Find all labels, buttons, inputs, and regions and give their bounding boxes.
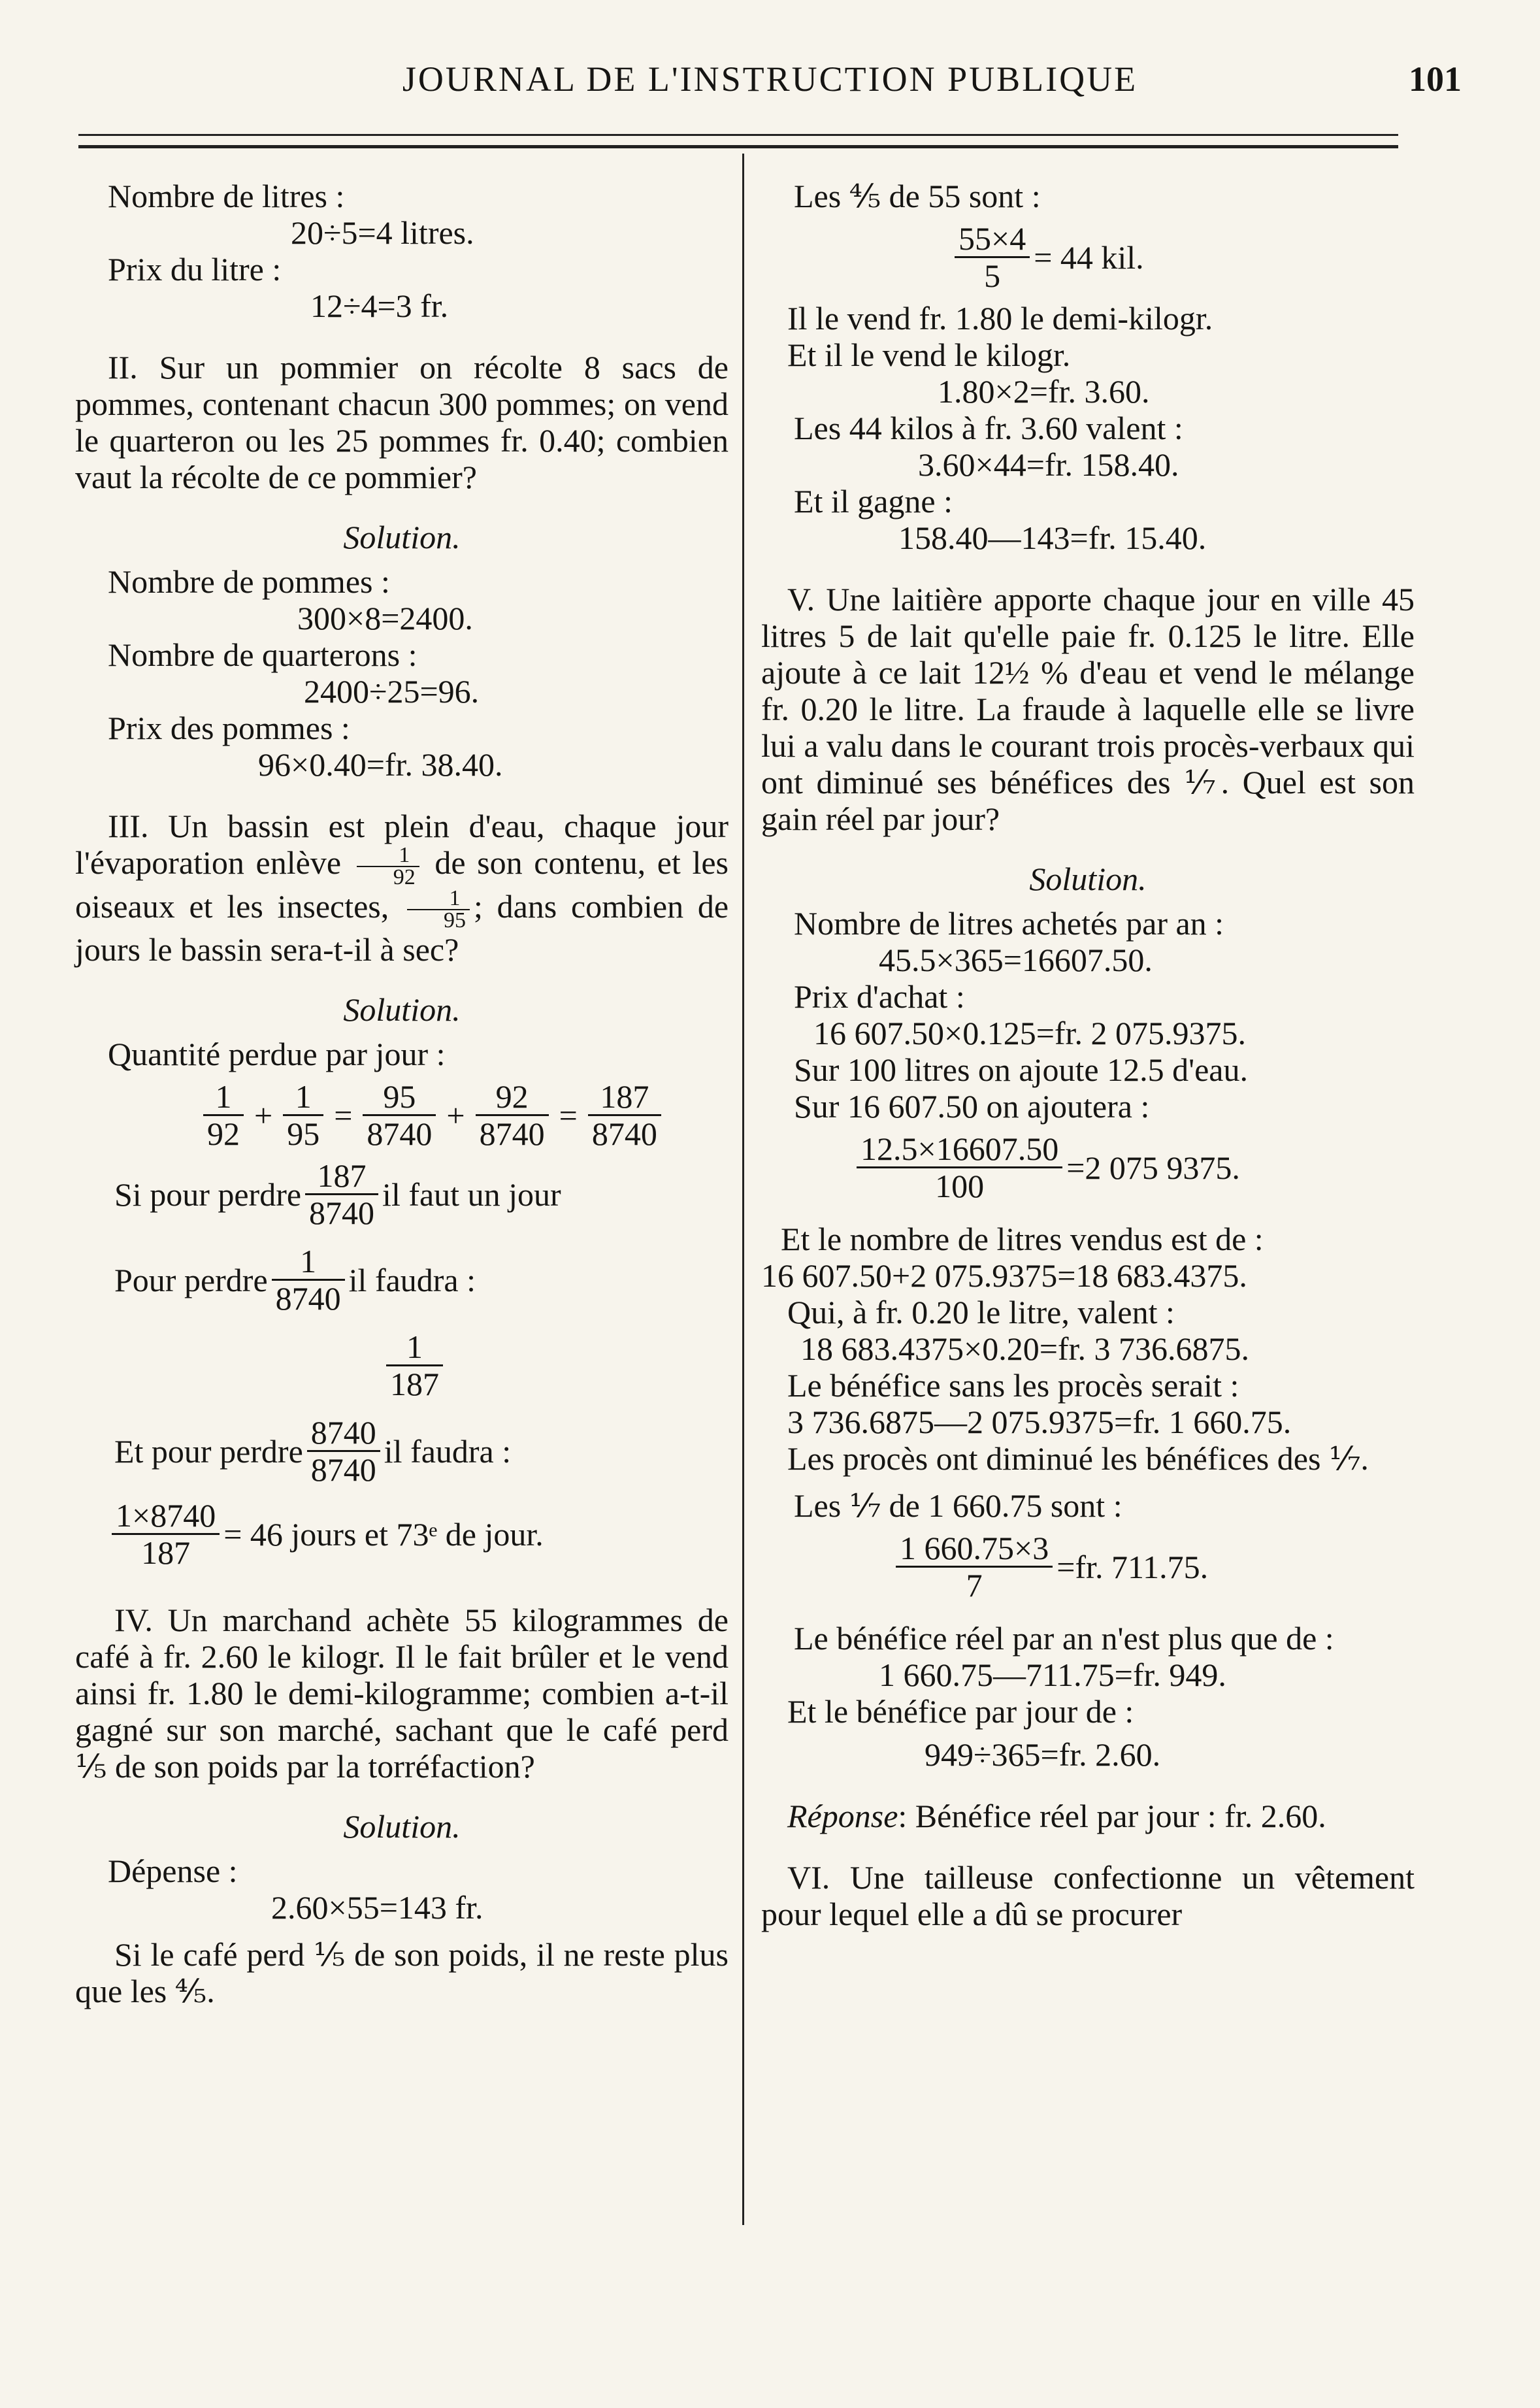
text-line: Nombre de litres achetés par an : <box>794 905 1224 942</box>
text-line: Et il le vend le kilogr. <box>787 337 1071 373</box>
math-line <box>761 221 1415 293</box>
math-part: il faudra : <box>348 1261 476 1298</box>
math-part: 95 <box>287 1115 320 1153</box>
math-part: 1 <box>203 1079 244 1116</box>
math-line <box>75 1415 729 1487</box>
math-part: 187 <box>141 1534 191 1572</box>
math-part: = 46 jours et 73ᵉ de jour. <box>223 1515 544 1553</box>
math-line: 96×0.40=fr. 38.40. <box>258 746 503 783</box>
fraction <box>112 1498 220 1570</box>
math-part: 1 <box>386 1329 443 1366</box>
math-part: 95 <box>443 908 466 933</box>
problem-3 <box>75 808 729 968</box>
header-rule-thin <box>78 134 1398 136</box>
math-line <box>761 1530 1415 1603</box>
left-column <box>75 178 729 2009</box>
math-line: 3.60×44=fr. 158.40. <box>918 446 1179 483</box>
fraction <box>283 1079 323 1151</box>
text-line: Il le vend fr. 1.80 le demi-kilogr. <box>787 300 1213 337</box>
math-line: 949÷365=fr. 2.60. <box>925 1736 1161 1773</box>
text: III. Un bassin est plein d'eau, chaque jour l'évaporation enlève <box>75 808 729 881</box>
math-line: 16 607.50×0.125=fr. 2 075.9375. <box>813 1015 1246 1051</box>
page-number: 101 <box>1409 59 1462 99</box>
math-part: 1 <box>357 845 419 867</box>
math-part: =2 075 9375. <box>1066 1149 1240 1186</box>
math-part: 5 <box>984 257 1001 294</box>
math-part: Pour perdre <box>114 1261 268 1298</box>
math-part: 1 660.75×3 <box>896 1530 1053 1568</box>
math-part: il faut un jour <box>382 1176 561 1213</box>
text-line: Prix du litre : <box>108 251 282 288</box>
math-part: = 44 kil. <box>1034 239 1144 276</box>
math-part: =fr. 711.75. <box>1057 1548 1209 1585</box>
text-line: Le bénéfice sans les procès serait : <box>787 1367 1239 1404</box>
math-part: 1×8740 <box>112 1498 220 1535</box>
text-line: Les ⅘ de 55 sont : <box>794 178 1041 214</box>
fraction <box>588 1079 661 1151</box>
math-part: 95 <box>363 1079 436 1116</box>
right-column <box>761 178 1415 1932</box>
math-line: 18 683.4375×0.20=fr. 3 736.6875. <box>800 1330 1249 1367</box>
text-line: Et le bénéfice par jour de : <box>787 1693 1134 1730</box>
math-line <box>761 1131 1415 1204</box>
text-line: Les procès ont diminué les bénéfices des ⅐. <box>787 1440 1369 1477</box>
math-part: 8740 <box>591 1115 657 1153</box>
text-line: Et le nombre de litres vendus est de : <box>781 1221 1264 1257</box>
math-part: + <box>446 1097 465 1134</box>
math-line: 12÷4=3 fr. <box>310 288 449 324</box>
text-line: Nombre de quarterons : <box>108 636 418 673</box>
math-part: 1 <box>283 1079 323 1116</box>
problem-2: II. Sur un pommier on récolte 8 sacs de pommes, contenant chacun 300 pommes; on vend le quarteron ou les 25 pommes fr. 0.40; combien vaut la récolte de ce pommier? <box>75 349 729 495</box>
math-line <box>75 1244 729 1316</box>
text-line: Dépense : <box>108 1853 238 1890</box>
math-part: Si pour perdre <box>114 1176 302 1213</box>
fraction <box>203 1079 244 1151</box>
text-line: Quantité perdue par jour : <box>108 1036 446 1073</box>
text-line: Prix d'achat : <box>794 978 965 1015</box>
math-part: 1 <box>407 888 470 910</box>
fraction <box>407 888 470 931</box>
math-line: 20÷5=4 litres. <box>291 214 474 251</box>
math-part: 55×4 <box>955 221 1030 258</box>
math-part: 8740 <box>367 1115 433 1153</box>
math-line: 2.60×55=143 fr. <box>271 1889 483 1926</box>
math-part: 1 <box>272 1244 345 1281</box>
math-part: 92 <box>207 1115 240 1153</box>
fraction <box>363 1079 436 1151</box>
text-line: Les ⅐ de 1 660.75 sont : <box>794 1487 1122 1524</box>
math-line: 158.40—143=fr. 15.40. <box>898 520 1207 556</box>
equation <box>75 1079 729 1151</box>
math-part: 187 <box>588 1079 661 1116</box>
text-line: Nombre de pommes : <box>108 563 390 600</box>
math-part: 8740 <box>310 1451 376 1489</box>
solution-heading: Solution. <box>343 519 461 555</box>
fraction <box>955 221 1030 293</box>
math-part: Et pour perdre <box>114 1432 303 1470</box>
text-line: Les 44 kilos à fr. 3.60 valent : <box>794 410 1183 446</box>
text-line: Et il gagne : <box>794 483 953 520</box>
header-rule-thick <box>78 145 1398 148</box>
text-line: Le bénéfice réel par an n'est plus que de : <box>794 1620 1334 1657</box>
running-header <box>78 46 1462 111</box>
text-line: Nombre de litres : <box>108 178 345 214</box>
text: ; dans combien de jours le bassin sera-t-il à sec? <box>75 887 729 968</box>
text-line: Si le café perd ⅕ de son poids, il ne reste plus que les ⅘. <box>75 1936 729 2010</box>
math-part: 8740 <box>479 1115 545 1153</box>
math-part: 187 <box>305 1158 378 1195</box>
math-line: 1 660.75—711.75=fr. 949. <box>879 1657 1226 1693</box>
answer-line: Réponse: Bénéfice réel par jour : fr. 2.60. <box>787 1798 1326 1834</box>
math-part: 187 <box>390 1366 439 1403</box>
solution-heading: Solution. <box>1029 861 1147 897</box>
math-line: 2400÷25=96. <box>304 673 480 710</box>
fraction <box>896 1530 1053 1603</box>
math-line <box>75 1158 729 1230</box>
text: de son contenu, et les oiseaux et les insectes, <box>75 844 729 925</box>
math-part: 92 <box>476 1079 549 1116</box>
fraction <box>272 1244 345 1316</box>
fraction <box>305 1158 378 1230</box>
solution-heading: Solution. <box>343 991 461 1029</box>
math-line <box>75 1329 729 1402</box>
fraction <box>476 1079 549 1151</box>
text-line: Sur 16 607.50 on ajoutera : <box>794 1088 1150 1125</box>
problem-5: V. Une laitière apporte chaque jour en ville 45 litres 5 de lait qu'elle paie fr. 0.125 le litre. Elle ajoute à ce lait 12½ % d'eau et vend le mélange fr. 0.20 le litre. La fraude à laquelle elle se livre lui a valu dans le courant trois procès-verbaux qui ont diminué ses bénéfices des ⅐. Quel est son gain réel par jour? <box>761 581 1415 837</box>
math-part: il faudra : <box>384 1432 512 1470</box>
fraction <box>357 842 419 889</box>
math-part: 8740 <box>307 1415 380 1452</box>
math-line: 16 607.50+2 075.9375=18 683.4375. <box>761 1257 1247 1294</box>
math-part: 7 <box>966 1567 983 1604</box>
fraction <box>307 1415 380 1487</box>
math-part: 92 <box>393 865 416 889</box>
math-line <box>75 1498 729 1570</box>
math-part: 8740 <box>275 1280 341 1317</box>
journal-title: JOURNAL DE L'INSTRUCTION PUBLIQUE <box>402 59 1138 99</box>
math-part: 12.5×16607.50 <box>857 1131 1062 1168</box>
math-line: 300×8=2400. <box>297 600 473 636</box>
text-line: Prix des pommes : <box>108 710 350 746</box>
fraction <box>386 1329 443 1402</box>
math-part: 100 <box>935 1168 985 1204</box>
column-separator <box>742 154 744 2225</box>
math-part: 8740 <box>309 1195 375 1232</box>
math-part: = <box>334 1097 353 1134</box>
text-line: Qui, à fr. 0.20 le litre, valent : <box>787 1294 1175 1330</box>
problem-4: IV. Un marchand achète 55 kilogrammes de café à fr. 2.60 le kilogr. Il le fait brûler et le vend ainsi fr. 1.80 le demi-kilogramme; combien a-t-il gagné sur son marché, sachant que le café perd ⅕ de son poids par la torréfaction? <box>75 1602 729 1785</box>
solution-heading: Solution. <box>343 1808 461 1845</box>
math-line: 3 736.6875—2 075.9375=fr. 1 660.75. <box>787 1404 1292 1440</box>
problem-6: VI. Une tailleuse confectionne un vêtement pour lequel elle a dû se procurer <box>761 1859 1415 1932</box>
math-line: 45.5×365=16607.50. <box>879 942 1153 978</box>
fraction <box>857 1131 1062 1204</box>
text-line: Sur 100 litres on ajoute 12.5 d'eau. <box>794 1051 1248 1088</box>
math-line: 1.80×2=fr. 3.60. <box>938 373 1150 410</box>
math-part: = <box>559 1097 578 1134</box>
math-part: + <box>254 1097 273 1134</box>
